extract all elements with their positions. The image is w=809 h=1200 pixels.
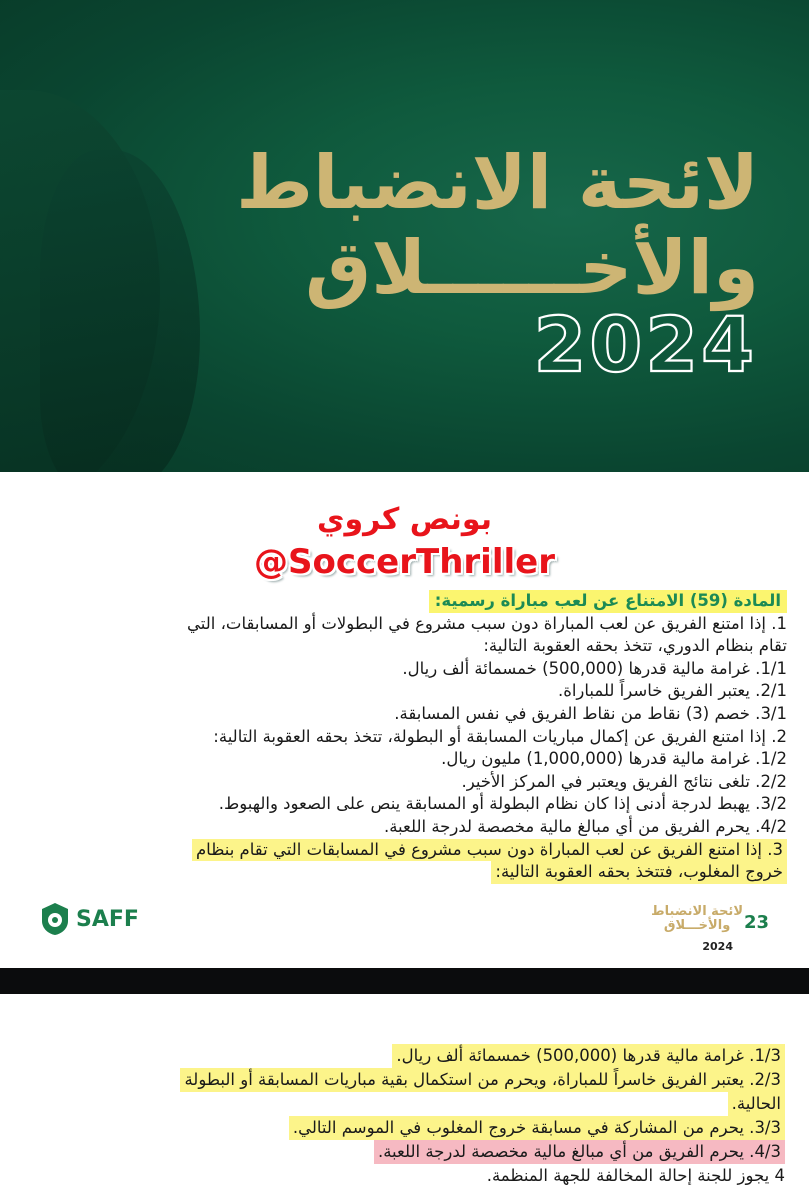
rule-line: 2. إذا امتنع الفريق عن إكمال مباريات المسابقة أو البطولة، تتخذ بحقه العقوبة التالية: bbox=[213, 726, 787, 746]
red-highlighted-rule-line: 4/3. يحرم الفريق من أي مبالغ مالية مخصصة لدرجة اللعبة. bbox=[374, 1140, 785, 1164]
rule-line: تقام بنظام الدوري، تتخذ بحقه العقوبة التالية: bbox=[483, 636, 787, 656]
cover-title-line1: لائحة الانضباط bbox=[236, 140, 759, 226]
highlighted-rule-line: 1/3. غرامة مالية قدرها (500,000) خمسمائة ألف ريال. bbox=[392, 1044, 785, 1068]
highlighted-rule-line: الحالية. bbox=[728, 1092, 785, 1116]
rule-line: 2/2. تلغى نتائج الفريق ويعتبر في المركز الأخير. bbox=[461, 771, 787, 791]
rule-line: 4/2. يحرم الفريق من أي مبالغ مالية مخصصة لدرجة اللعبة. bbox=[383, 816, 787, 836]
page-separator bbox=[0, 968, 809, 994]
article-59-continued bbox=[15, 1044, 785, 1188]
saff-logo bbox=[40, 902, 139, 936]
document-page-24 bbox=[0, 994, 809, 1200]
cover-year: 2024 bbox=[533, 300, 757, 389]
article-title: المادة (59) الامتناع عن لعب مباراة رسمية: bbox=[429, 590, 787, 613]
highlighted-rule-line: 2/3. يعتبر الفريق خاسراً للمباراة، ويحرم من استكمال بقية مباريات المسابقة أو البطولة bbox=[180, 1068, 785, 1092]
rule-line: 1. إذا امتنع الفريق عن لعب المباراة دون سبب مشروع في البطولات أو المسابقات، التي bbox=[187, 613, 787, 633]
watermark-arabic: بونص كروي bbox=[317, 502, 492, 537]
rule-line: 1/1. غرامة مالية قدرها (500,000) خمسمائة ألف ريال. bbox=[402, 658, 787, 678]
footer-title-line1: لائحة الانضباط bbox=[651, 904, 743, 919]
highlighted-rule-line: 3/3. يحرم من المشاركة في مسابقة خروج المغلوب في الموسم التالي. bbox=[289, 1116, 785, 1140]
watermark-handle: @SoccerThriller bbox=[254, 542, 555, 582]
cover-banner bbox=[0, 0, 809, 472]
footer-title-line2: والأخـــلاق bbox=[663, 918, 731, 933]
article-59-text bbox=[17, 590, 787, 884]
rule-line: 2/1. يعتبر الفريق خاسراً للمباراة. bbox=[557, 681, 787, 701]
highlighted-rule-line: 3. إذا امتنع الفريق عن لعب المباراة دون سبب مشروع في المسابقات التي تقام بنظام bbox=[192, 839, 787, 862]
rule-line: 3/2. يهبط لدرجة أدنى إذا كان نظام البطولة أو المسابقة ينص على الصعود والهبوط. bbox=[218, 794, 787, 814]
saff-emblem-icon bbox=[40, 902, 70, 936]
cover-title-line2: والأخــــــلاق bbox=[305, 225, 759, 311]
highlighted-rule-line: خروج المغلوب، فتتخذ بحقه العقوبة التالية: bbox=[491, 861, 787, 884]
page-number: 23 bbox=[743, 912, 769, 933]
document-page-23 bbox=[0, 472, 809, 968]
saff-logo-text: SAFF bbox=[76, 906, 139, 932]
footer-year: 2024 bbox=[702, 940, 733, 953]
decorative-shape bbox=[40, 150, 200, 472]
footer-title bbox=[651, 905, 743, 933]
rule-line: 1/2. غرامة مالية قدرها (1,000,000) مليون ريال. bbox=[441, 749, 787, 769]
rule-line: 4 يجوز للجنة إحالة المخالفة للجهة المنظمة. bbox=[486, 1166, 785, 1185]
rule-line: 3/1. خصم (3) نقاط من نقاط الفريق في نفس المسابقة. bbox=[394, 703, 787, 723]
